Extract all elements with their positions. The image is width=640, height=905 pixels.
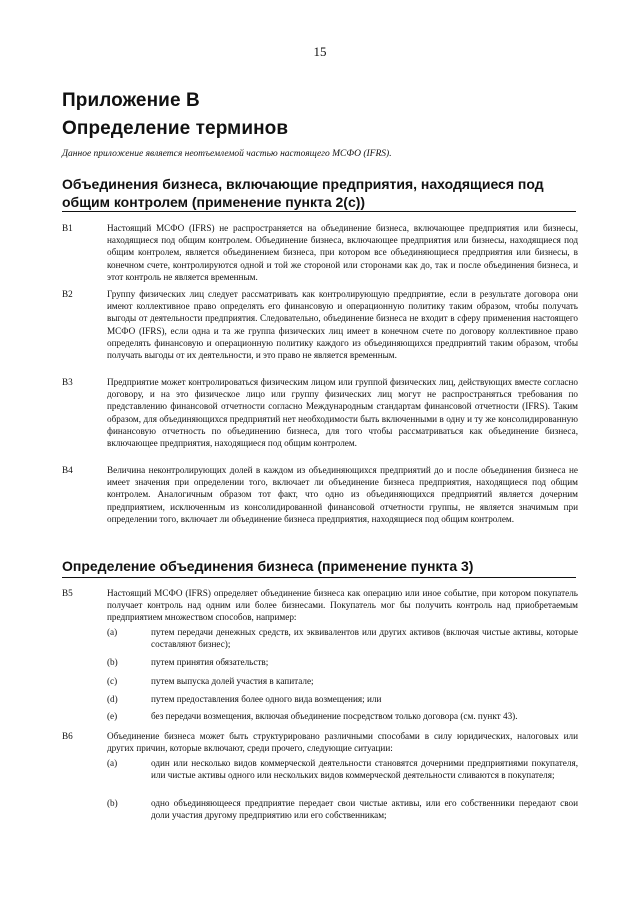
paragraph-text: Предприятие может контролироваться физическим лицом или группой физических лиц, действующих вместе согласно договору, и на это физическое лицо или группу физических лиц могут не распространяться требования по представлению финансовой отчетности согласно Международным стандартам финансовой отчетности (IFRS). Таким образом, для объединяющихся предприятий нет необходимости быть включенными в одну и ту же консолидированную финансовую отчетность по объединению бизнеса, для того чтобы рассматриваться как объединение бизнеса, включающее предприятия, находящиеся под общим контролем. bbox=[107, 377, 578, 449]
list-item-text: путем предоставления более одного вида возмещения; или bbox=[151, 694, 382, 704]
paragraph-number: B5 bbox=[62, 588, 73, 598]
heading-common-control: Объединения бизнеса, включающие предприятия, находящиеся под общим контролем (применение пункта 2(c)) bbox=[62, 176, 544, 210]
list-item-text: путем принятия обязательств; bbox=[151, 657, 269, 667]
list-item-text: одно объединяющееся предприятие передает свои чистые активы, или его собственники передают свои доли участия другому предприятию или его собственникам; bbox=[151, 798, 578, 821]
list-item-text: без передачи возмещения, включая объединение посредством только договора (см. пункт 43). bbox=[151, 711, 518, 721]
list-item-label: (c) bbox=[107, 676, 118, 686]
list-item-label: (b) bbox=[107, 798, 118, 808]
heading-rule bbox=[62, 577, 576, 578]
paragraph-text: Величина неконтролирующих долей в каждом из объединяющихся предприятий до и после объединения бизнеса не имеет значения при определении того, включает ли объединение бизнеса предприятия, находящиеся под общим контролем. Аналогичным образом тот факт, что одно из объединяющихся предприятий является дочерним предприятием, исключенным из консолидированной финансовой отчетности группы, не является значимым при определении того, включает ли объединение бизнеса предприятия, находящиеся под общим контролем. bbox=[107, 465, 578, 524]
paragraph-number: B3 bbox=[62, 377, 73, 387]
heading-rule bbox=[62, 211, 576, 212]
list-item-label: (b) bbox=[107, 657, 118, 667]
appendix-note: Данное приложение является неотъемлемой частью настоящего МСФО (IFRS). bbox=[62, 149, 392, 159]
page-number: 15 bbox=[313, 44, 327, 59]
paragraph-text: Объединение бизнеса может быть структурировано различными способами в силу юридических, налоговых или других причин, которые включают, среди прочего, следующие ситуации: bbox=[107, 731, 578, 754]
list-item-label: (d) bbox=[107, 694, 118, 704]
paragraph-number: B4 bbox=[62, 465, 73, 475]
list-item-text: один или несколько видов коммерческой деятельности становятся дочерними предприятиями покупателя, или чистые активы одного или нескольких видов коммерческой деятельности сливаются в покупателя; bbox=[151, 758, 578, 781]
heading-business-combination: Определение объединения бизнеса (применение пункта 3) bbox=[62, 558, 474, 574]
paragraph-number: B2 bbox=[62, 289, 73, 299]
list-item-label: (a) bbox=[107, 627, 118, 637]
paragraph-number: B1 bbox=[62, 223, 73, 233]
list-item-text: путем передачи денежных средств, их эквивалентов или других активов (включая чистые активы, которые составляют бизнес); bbox=[151, 627, 578, 650]
list-item-label: (e) bbox=[107, 711, 118, 721]
appendix-title: Приложение В bbox=[62, 90, 200, 111]
list-item-label: (a) bbox=[107, 758, 118, 768]
paragraph-text: Настоящий МСФО (IFRS) определяет объединение бизнеса как операцию или иное событие, при котором покупатель получает контроль над одним или более бизнесами. Покупатель мог бы получить контроль над приобретаемым предприятием множеством способов, например: bbox=[107, 588, 578, 623]
section-title: Определение терминов bbox=[62, 118, 289, 139]
paragraph-number: B6 bbox=[62, 731, 73, 741]
paragraph-text: Настоящий МСФО (IFRS) не распространяется на объединение бизнеса, включающее предприятия или бизнесы, находящиеся под общим контролем. Объединение бизнеса, включающее предприятия или бизнесы, находящиеся под общим контролем, является объединением бизнеса, при котором все объединяющиеся предприятия или бизнесы, в конечном счете, контролируются одной и той же стороной или сторонами как до, так и после объединения бизнеса, и этот контроль не является временным. bbox=[107, 223, 578, 282]
paragraph-text: Группу физических лиц следует рассматривать как контролирующую предприятие, если в результате договора они имеют коллективное право определять его финансовую и операционную политику таким образом, чтобы получать выгоды от деятельности предприятия. Следовательно, объединение бизнеса не входит в сферу применения настоящего МСФО (IFRS), если одна и та же группа физических лиц имеет в конечном счете по договору коллективное право определять финансовую и операционную политику каждого из объединяющихся предприятий таким образом, чтобы получать выгоды от их деятельности, и это право не является временным. bbox=[107, 289, 578, 361]
list-item-text: путем выпуска долей участия в капитале; bbox=[151, 676, 314, 686]
